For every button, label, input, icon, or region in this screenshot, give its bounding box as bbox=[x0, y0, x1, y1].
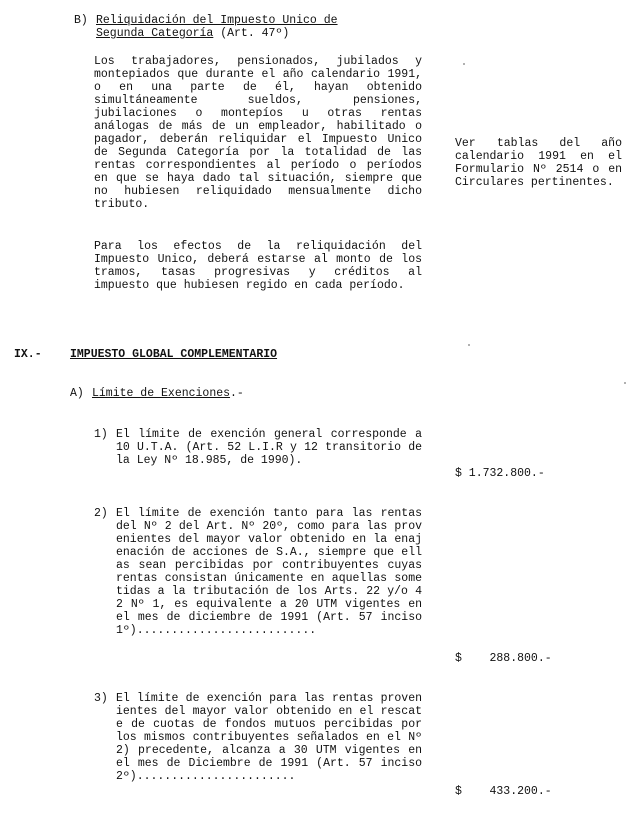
item-1-amount: $ 1.732.800.- bbox=[455, 467, 545, 480]
subsection-a-label: A) bbox=[70, 387, 84, 400]
section-b-label: B) bbox=[74, 14, 88, 27]
item-3-amount: $ 433.200.- bbox=[455, 785, 552, 798]
item-3-number: 3) bbox=[94, 692, 108, 705]
section-b-paragraph-1: Los trabajadores, pensionados, jubilados y montepiados que durante el año calendario 1991, o en una parte de él, hayan obtenido simultáneamente sueldos, pensiones, jubilaciones o montepíos u otras rentas análogas de más de un empleador, habilitado o pagador, deberán reliquidar el Impuesto Unico de Segunda Categoría por la totalidad de las rentas correspondientes al período o períodos en que se haya dado tal situación, siempre que no hubiesen reliquidado mensualmente dicho tributo. bbox=[94, 55, 422, 211]
scan-speck bbox=[463, 63, 465, 65]
section-b-title-line2 bbox=[96, 27, 426, 40]
section-ix-label: IX.- bbox=[14, 348, 42, 361]
section-b-title-underlined: Segunda Categoría bbox=[96, 27, 214, 40]
scan-speck bbox=[624, 382, 626, 384]
side-note: Ver tablas del año calendario 1991 en el Formulario Nº 2514 o en Circulares pertinentes. bbox=[455, 137, 622, 189]
item-2-text: El límite de exención tanto para las rentas del Nº 2 del Art. Nº 20º, como para las provenientes del mayor valor obtenido en la enajenación de acciones de S.A., siempre que ellas sean percibidas por contribuyentes cuyas rentas consistan únicamente en aquellas sometidas a la tributación de los Arts. 22 y/o 42 Nº 1, es equivalente a 20 UTM vigentes en el mes de diciembre de 1991 (Art. 57 inciso 1º).......................... bbox=[116, 507, 422, 637]
item-2-number: 2) bbox=[94, 507, 108, 520]
subsection-a-title-text: Límite de Exenciones bbox=[92, 387, 231, 400]
item-2-amount: $ 288.800.- bbox=[455, 652, 552, 665]
section-b-paragraph-2: Para los efectos de la reliquidación del Impuesto Unico, deberá estarse al monto de los tramos, tasas progresivas y créditos al impuesto que hubiesen regido en cada período. bbox=[94, 240, 422, 292]
section-b-title-line1: Reliquidación del Impuesto Unico de bbox=[96, 14, 338, 27]
section-b-title-article: (Art. 47º) bbox=[213, 27, 290, 40]
subsection-a-title-suffix: .- bbox=[230, 387, 244, 400]
scan-speck bbox=[468, 344, 470, 346]
section-b-title bbox=[96, 14, 426, 40]
item-3-text: El límite de exención para las rentas provenientes del mayor valor obtenido en el rescate de cuotas de fondos mutuos percibidas por los mismos contribuyentes señalados en el Nº 2) precedente, alcanza a 30 UTM vigentes en el mes de Diciembre de 1991 (Art. 57 inciso 2º)....................... bbox=[116, 692, 422, 783]
item-1-text: El límite de exención general corresponde a 10 U.T.A. (Art. 52 L.I.R y 12 transitorio de la Ley Nº 18.985, de 1990). bbox=[116, 428, 422, 467]
section-ix-title: IMPUESTO GLOBAL COMPLEMENTARIO bbox=[70, 348, 278, 361]
subsection-a-title bbox=[92, 387, 244, 400]
item-1-number: 1) bbox=[94, 428, 108, 441]
